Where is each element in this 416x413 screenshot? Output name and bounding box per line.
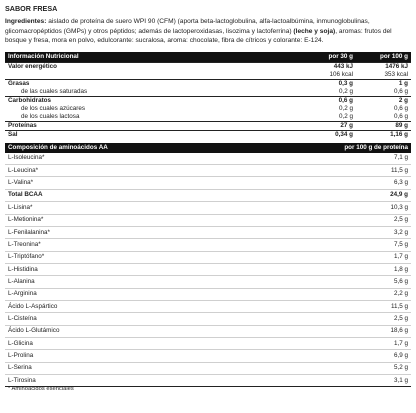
- amino-row: [5, 214, 411, 226]
- essential-note: * Aminoácidos esenciales: [8, 386, 74, 393]
- flavor-title: SABOR FRESA: [5, 4, 58, 13]
- ingredients-part-1: aislado de proteína de suero WPI 90 (CFM) (aporta beta-lactoglobulina, alfa-lactoalbúmina, inmunoglobulinas, glicomacropéptidos (GMPs) y otros péptidos; además de lactoperoxidasas, lisozima y lactoferrina): [5, 18, 370, 35]
- amino-acid-name: L-Valina*: [5, 177, 309, 189]
- value-per-30g: 0,2 g: [338, 104, 353, 112]
- amino-acid-name: Ácido L-Aspártico: [5, 300, 309, 312]
- nutrition-header-label: Información Nutricional: [5, 52, 301, 63]
- nutrient-name: Carbohidratos: [5, 96, 301, 105]
- ingredients-part-2: , aromas: frutos del bosque y fresa, mora en polvo, edulcorante: sucralosa, aroma: chocolate, fibra de cítricos y colorante: E-124.: [5, 27, 392, 45]
- nutrient-name: de los cuales lactosa: [21, 112, 80, 120]
- amino-acid-value: 1,8 g: [309, 263, 411, 275]
- value-per-100g: 1 g: [356, 79, 411, 88]
- nutrition-row: [5, 96, 411, 105]
- amino-acid-name: L-Treonina*: [5, 239, 309, 251]
- nutrient-name: Sal: [5, 130, 301, 139]
- value-per-30g: 27 g: [301, 121, 356, 130]
- amino-acid-name: L-Fenilalanina*: [5, 226, 309, 238]
- value-per-100g: 89 g: [356, 121, 411, 130]
- value-per-100g: 0,6 g: [393, 112, 408, 120]
- amino-header-label: Composición de aminoácidos AA: [5, 143, 309, 153]
- amino-row: [5, 374, 411, 386]
- amino-acid-name: L-Leucina*: [5, 165, 309, 177]
- ingredients-label: Ingredientes:: [5, 18, 47, 25]
- value-per-100g: 1476 kJ: [356, 62, 411, 71]
- amino-acid-value: 24,9 g: [309, 189, 411, 201]
- amino-row: [5, 350, 411, 362]
- value-per-100g: 0,6 g: [393, 87, 408, 95]
- amino-acid-value: 2,5 g: [309, 214, 411, 226]
- amino-acid-value: 6,3 g: [309, 177, 411, 189]
- amino-acid-value: 5,6 g: [309, 276, 411, 288]
- amino-row: [5, 313, 411, 325]
- amino-acid-value: 3,1 g: [309, 374, 411, 386]
- value-per-100g: 2 g: [356, 96, 411, 105]
- amino-row: [5, 239, 411, 251]
- value-per-30g: 0,34 g: [301, 130, 356, 139]
- value-per-30g: 0,3 g: [301, 79, 356, 88]
- nutrition-header-30g: por 30 g: [301, 52, 356, 63]
- amino-header: [5, 143, 411, 153]
- value-per-30g: 443 kJ: [301, 62, 356, 71]
- amino-row: [5, 153, 411, 165]
- amino-acid-value: 6,9 g: [309, 350, 411, 362]
- amino-acid-value: 11,5 g: [309, 165, 411, 177]
- allergens: (leche y soja): [293, 27, 336, 35]
- amino-acid-name: L-Serina: [5, 362, 309, 374]
- amino-row: [5, 337, 411, 349]
- amino-acid-value: 2,5 g: [309, 313, 411, 325]
- amino-row: [5, 288, 411, 300]
- nutrient-name: Grasas: [5, 79, 301, 88]
- amino-acid-name: L-Isoleucina*: [5, 153, 309, 165]
- amino-row: [5, 165, 411, 177]
- value-per-100g: 1,16 g: [356, 130, 411, 139]
- amino-acid-name: L-Tirosina: [5, 374, 309, 386]
- nutrition-header-100g: por 100 g: [356, 52, 411, 63]
- nutrition-row: [5, 79, 411, 88]
- nutrition-row: [5, 88, 411, 97]
- nutrient-name: de los cuales azúcares: [21, 104, 86, 112]
- nutrition-header: [5, 52, 411, 63]
- amino-row: [5, 263, 411, 275]
- amino-acid-name: L-Metionina*: [5, 214, 309, 226]
- amino-row: [5, 189, 411, 201]
- value-per-100g: 0,6 g: [393, 104, 408, 112]
- value-per-30g: 0,2 g: [338, 87, 353, 95]
- amino-acid-value: 18,6 g: [309, 325, 411, 337]
- amino-row: [5, 202, 411, 214]
- amino-acid-value: 1,7 g: [309, 251, 411, 263]
- ingredients-text: [5, 17, 411, 46]
- nutrient-name: de las cuales saturadas: [21, 87, 88, 95]
- amino-acid-value: 5,2 g: [309, 362, 411, 374]
- amino-acid-name: L-Lisina*: [5, 202, 309, 214]
- nutrition-row: [5, 121, 411, 130]
- nutrition-row: [5, 130, 411, 139]
- amino-header-value: por 100 g de proteína: [309, 143, 411, 153]
- amino-acid-value: 1,7 g: [309, 337, 411, 349]
- amino-row: [5, 177, 411, 189]
- amino-row: [5, 300, 411, 312]
- amino-acid-value: 2,2 g: [309, 288, 411, 300]
- amino-row: [5, 325, 411, 337]
- nutrition-table: [5, 52, 411, 139]
- amino-acid-name: L-Triptófano*: [5, 251, 309, 263]
- nutrient-name: Proteínas: [5, 121, 301, 130]
- amino-row: [5, 251, 411, 263]
- nutrient-name: Valor energético: [5, 62, 301, 71]
- amino-acid-name: L-Arginina: [5, 288, 309, 300]
- amino-row: [5, 276, 411, 288]
- amino-acid-name: L-Cisteína: [5, 313, 309, 325]
- nutrition-row: [5, 71, 411, 80]
- amino-acid-name: Ácido L-Glutámico: [5, 325, 309, 337]
- value-per-30g: 106 kcal: [329, 70, 353, 78]
- amino-acid-name: L-Alanina: [5, 276, 309, 288]
- amino-acid-value: 7,1 g: [309, 153, 411, 165]
- amino-row: [5, 226, 411, 238]
- amino-acid-table: [5, 143, 411, 388]
- amino-acid-name: Total BCAA: [5, 189, 309, 201]
- value-per-30g: 0,2 g: [338, 112, 353, 120]
- amino-acid-name: L-Histidina: [5, 263, 309, 275]
- amino-acid-name: L-Prolina: [5, 350, 309, 362]
- value-per-100g: 353 kcal: [384, 70, 408, 78]
- nutrient-name: [5, 71, 301, 80]
- amino-acid-value: 11,5 g: [309, 300, 411, 312]
- amino-acid-value: 10,3 g: [309, 202, 411, 214]
- amino-row: [5, 362, 411, 374]
- nutrition-row: [5, 113, 411, 122]
- amino-acid-name: L-Glicina: [5, 337, 309, 349]
- nutrition-row: [5, 105, 411, 113]
- value-per-30g: 0,6 g: [301, 96, 356, 105]
- amino-acid-value: 7,5 g: [309, 239, 411, 251]
- amino-acid-value: 3,2 g: [309, 226, 411, 238]
- nutrition-row: [5, 62, 411, 71]
